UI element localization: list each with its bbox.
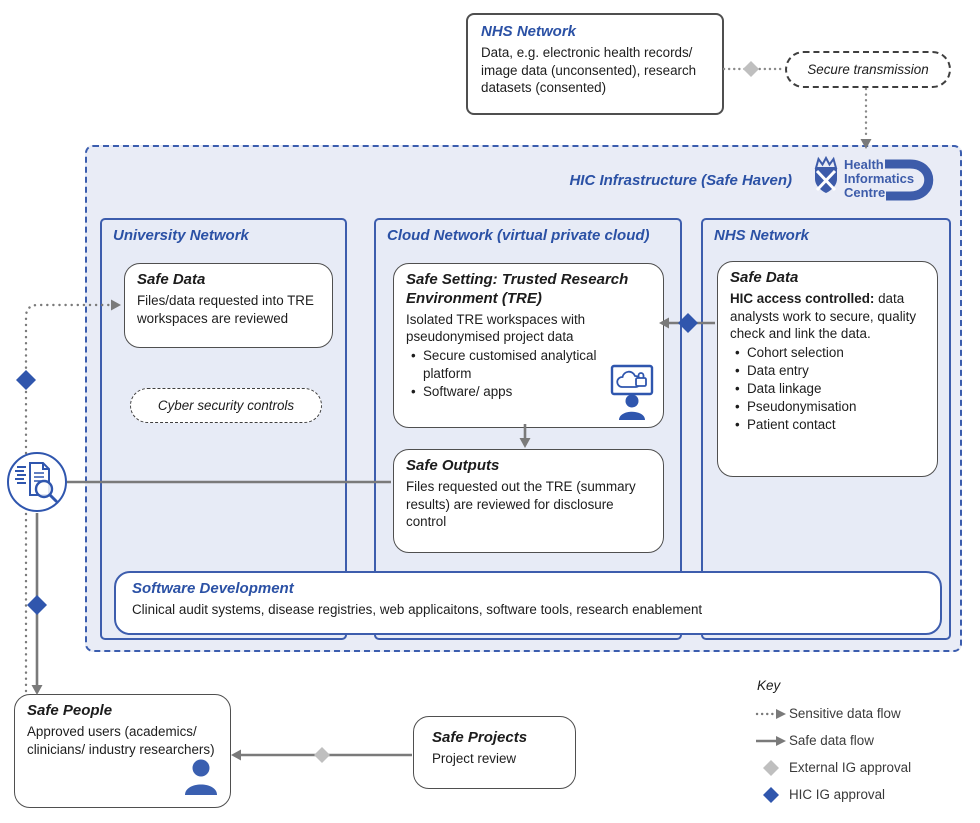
nhs-bullet: • Cohort selection: [730, 344, 925, 362]
document-review-icon: [7, 452, 67, 512]
legend-item-external-ig: External IG approval: [753, 754, 963, 781]
blue-diamond-icon: [753, 786, 789, 804]
nhs-bullet: • Data entry: [730, 362, 925, 380]
nhs-source-body: Data, e.g. electronic health records/ image data (unconsented), research datasets (consented): [481, 44, 697, 96]
legend-item-sensitive-flow: Sensitive data flow: [753, 700, 963, 727]
solid-arrow-icon: [753, 734, 789, 748]
cloud-network-title: Cloud Network (virtual private cloud): [387, 227, 650, 244]
svg-text:Informatics: Informatics: [844, 171, 915, 186]
infrastructure-title: HIC Infrastructure (Safe Haven): [569, 172, 792, 189]
university-safe-data-title: Safe Data: [137, 271, 206, 288]
nhs-safe-data-box: [717, 261, 938, 477]
nhs-bullet: • Patient contact: [730, 416, 925, 434]
nhs-network-source-box: [466, 13, 724, 115]
university-safe-data-body: Files/data requested into TRE workspaces are reviewed: [137, 292, 314, 326]
key-title: Key: [757, 678, 781, 693]
software-development-body: Clinical audit systems, disease registries, web applicaitons, software tools, research enablement: [132, 601, 703, 617]
safe-outputs-title: Safe Outputs: [406, 457, 500, 474]
person-icon: [182, 757, 220, 800]
key-legend: [753, 678, 963, 808]
legend-item-hic-ig: HIC IG approval: [753, 781, 963, 808]
software-development-box: [114, 571, 942, 635]
dotted-arrow-icon: [753, 707, 789, 721]
tre-title: Safe Setting: Trusted Research Environment (TRE): [406, 271, 629, 307]
tre-body: Isolated TRE workspaces with pseudonymised project data: [406, 311, 586, 345]
nhs-network-title: NHS Network: [714, 227, 810, 244]
tre-safe-setting-box: [393, 263, 664, 428]
hic-infrastructure-container: [85, 145, 962, 652]
svg-text:Health: Health: [844, 157, 884, 172]
arrowhead-into-people-right: [231, 750, 241, 761]
cloud-lock-workstation-icon: [608, 364, 656, 425]
gray-diamond-icon: [753, 759, 789, 777]
external-ig-diamond-top: [743, 61, 759, 77]
nhs-safe-data-bullets: [730, 344, 925, 433]
nhs-safe-data-body: HIC access controlled: data analysts work to secure, quality check and link the data.: [730, 290, 917, 342]
secure-transmission-node: Secure transmission: [785, 51, 951, 88]
safe-outputs-box: [393, 449, 664, 553]
cyber-security-controls-node: Cyber security controls: [130, 388, 322, 423]
nhs-source-title: NHS Network: [481, 23, 577, 40]
hic-ig-diamond-left: [16, 370, 36, 390]
hic-logo: [808, 155, 948, 205]
legend-item-safe-flow: Safe data flow: [753, 727, 963, 754]
tre-bullet: • Software/ apps: [406, 383, 615, 401]
hic-ig-diamond-bottom-left: [27, 595, 47, 615]
university-network-title: University Network: [113, 227, 249, 244]
safe-projects-title: Safe Projects: [432, 729, 528, 746]
safe-projects-box: [413, 716, 576, 789]
safe-projects-body: Project review: [432, 750, 517, 766]
safe-outputs-body: Files requested out the TRE (summary results) are reviewed for disclosure control: [406, 478, 636, 530]
software-development-title: Software Development: [132, 580, 294, 597]
nhs-safe-data-title: Safe Data: [730, 269, 799, 286]
external-ig-diamond-bottom: [314, 747, 330, 763]
hic-shield-logo: [808, 155, 948, 205]
safe-people-title: Safe People: [27, 702, 113, 719]
safe-people-body: Approved users (academics/ clinicians/ industry researchers): [27, 723, 215, 757]
svg-text:Centre: Centre: [844, 185, 886, 200]
safe-people-box: [14, 694, 231, 808]
university-safe-data-box: [124, 263, 333, 348]
tre-bullet: • Secure customised analytical platform: [406, 347, 615, 383]
nhs-bullet: • Data linkage: [730, 380, 925, 398]
nhs-bullet: • Pseudonymisation: [730, 398, 925, 416]
